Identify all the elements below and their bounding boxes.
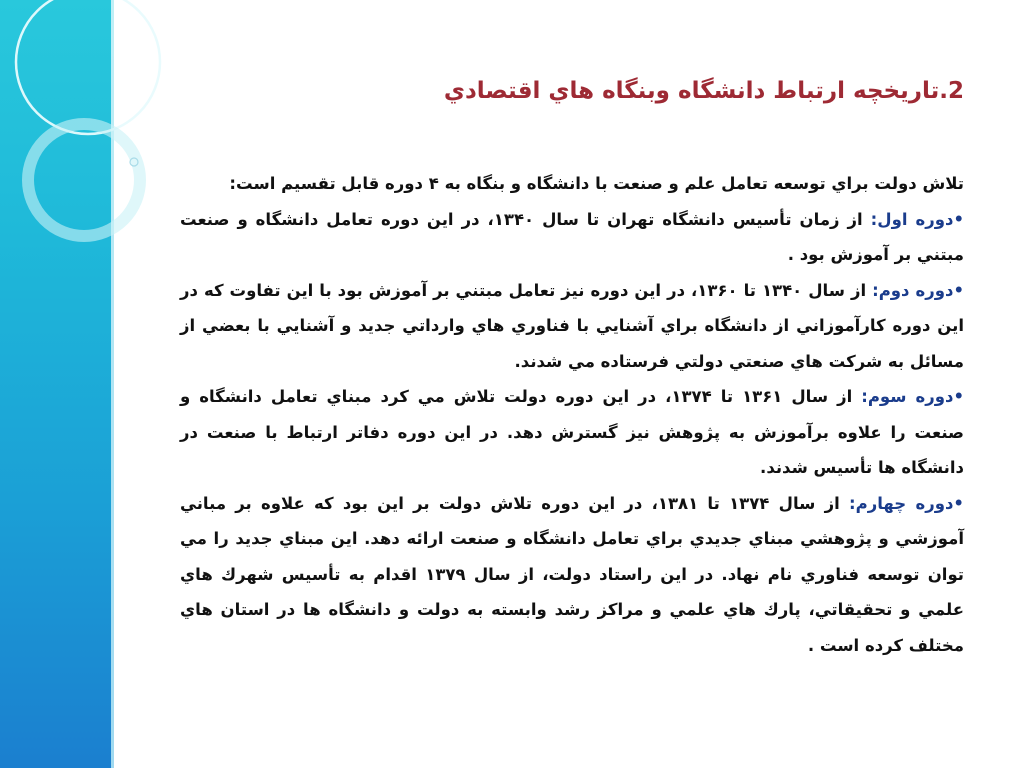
intro-paragraph: تلاش دولت براي توسعه تعامل علم و صنعت با دانشگاه و بنگاه به ۴ دوره قابل تقسيم است: — [229, 174, 964, 193]
bullet-icon: • — [953, 493, 964, 513]
period-2-paragraph — [180, 273, 964, 380]
period-1-text: از زمان تأسيس دانشگاه تهران تا سال ۱۳۴۰، در اين دوره تعامل دانشگاه و صنعت مبتني بر آموزش بود . — [180, 209, 964, 264]
bullet-icon: • — [953, 209, 964, 229]
period-2-label: دوره دوم: — [872, 280, 954, 300]
period-3-label: دوره سوم: — [861, 387, 954, 406]
period-1-label: دوره اول: — [870, 209, 954, 229]
period-1-paragraph — [180, 202, 964, 273]
bullet-icon: • — [953, 387, 964, 406]
decorative-circles-graphic — [0, 0, 180, 300]
period-3-paragraph — [180, 379, 964, 486]
period-4-label: دوره چهارم: — [849, 493, 954, 513]
medium-ring-decoration — [28, 124, 140, 236]
period-4-paragraph — [180, 486, 964, 664]
period-4-text: از سال ۱۳۷۴ تا ۱۳۸۱، در اين دوره تلاش دولت بر اين بود كه علاوه بر مباني آموزشي و پژوهشي مبناي جديدي براي تعامل دانشگاه و صنعت ارائه دهد. اين مبناي جديد را مي توان توسعه فناوري نام نهاد. در اين راستاد دولت، از سال ۱۳۷۹ اقدام به تأسيس شهرك هاي علمي و تحقيقاتي، پارك هاي علمي و مراكز رشد وابسته به دولت و دانشگاه ها در استان هاي مختلف كرده است . — [180, 493, 964, 655]
slide-body — [180, 166, 964, 663]
bullet-icon: • — [953, 280, 964, 300]
slide-title: 2.تاريخچه ارتباط دانشگاه وبنگاه هاي اقتصادي — [443, 78, 964, 104]
large-ring-decoration — [16, 0, 160, 134]
period-3-text: از سال ۱۳۶۱ تا ۱۳۷۴، در اين دوره دولت تلاش مي كرد مبناي تعامل دانشگاه و صنعت را علاوه برآموزش به پژوهش نيز گسترش دهد. در اين دوره دفاتر ارتباط با صنعت در دانشگاه ها تأسيس شدند. — [180, 387, 964, 477]
period-2-text: از سال ۱۳۴۰ تا ۱۳۶۰، در اين دوره نيز تعامل مبتني بر آموزش بود با اين تفاوت كه در اين دوره كارآموزاني از دانشگاه براي آشنايي با فناوري هاي وارداتي جديد و آشنايي با بعضي از مسائل به شركت هاي صنعتي دولتي فرستاده مي شدند. — [180, 280, 964, 371]
